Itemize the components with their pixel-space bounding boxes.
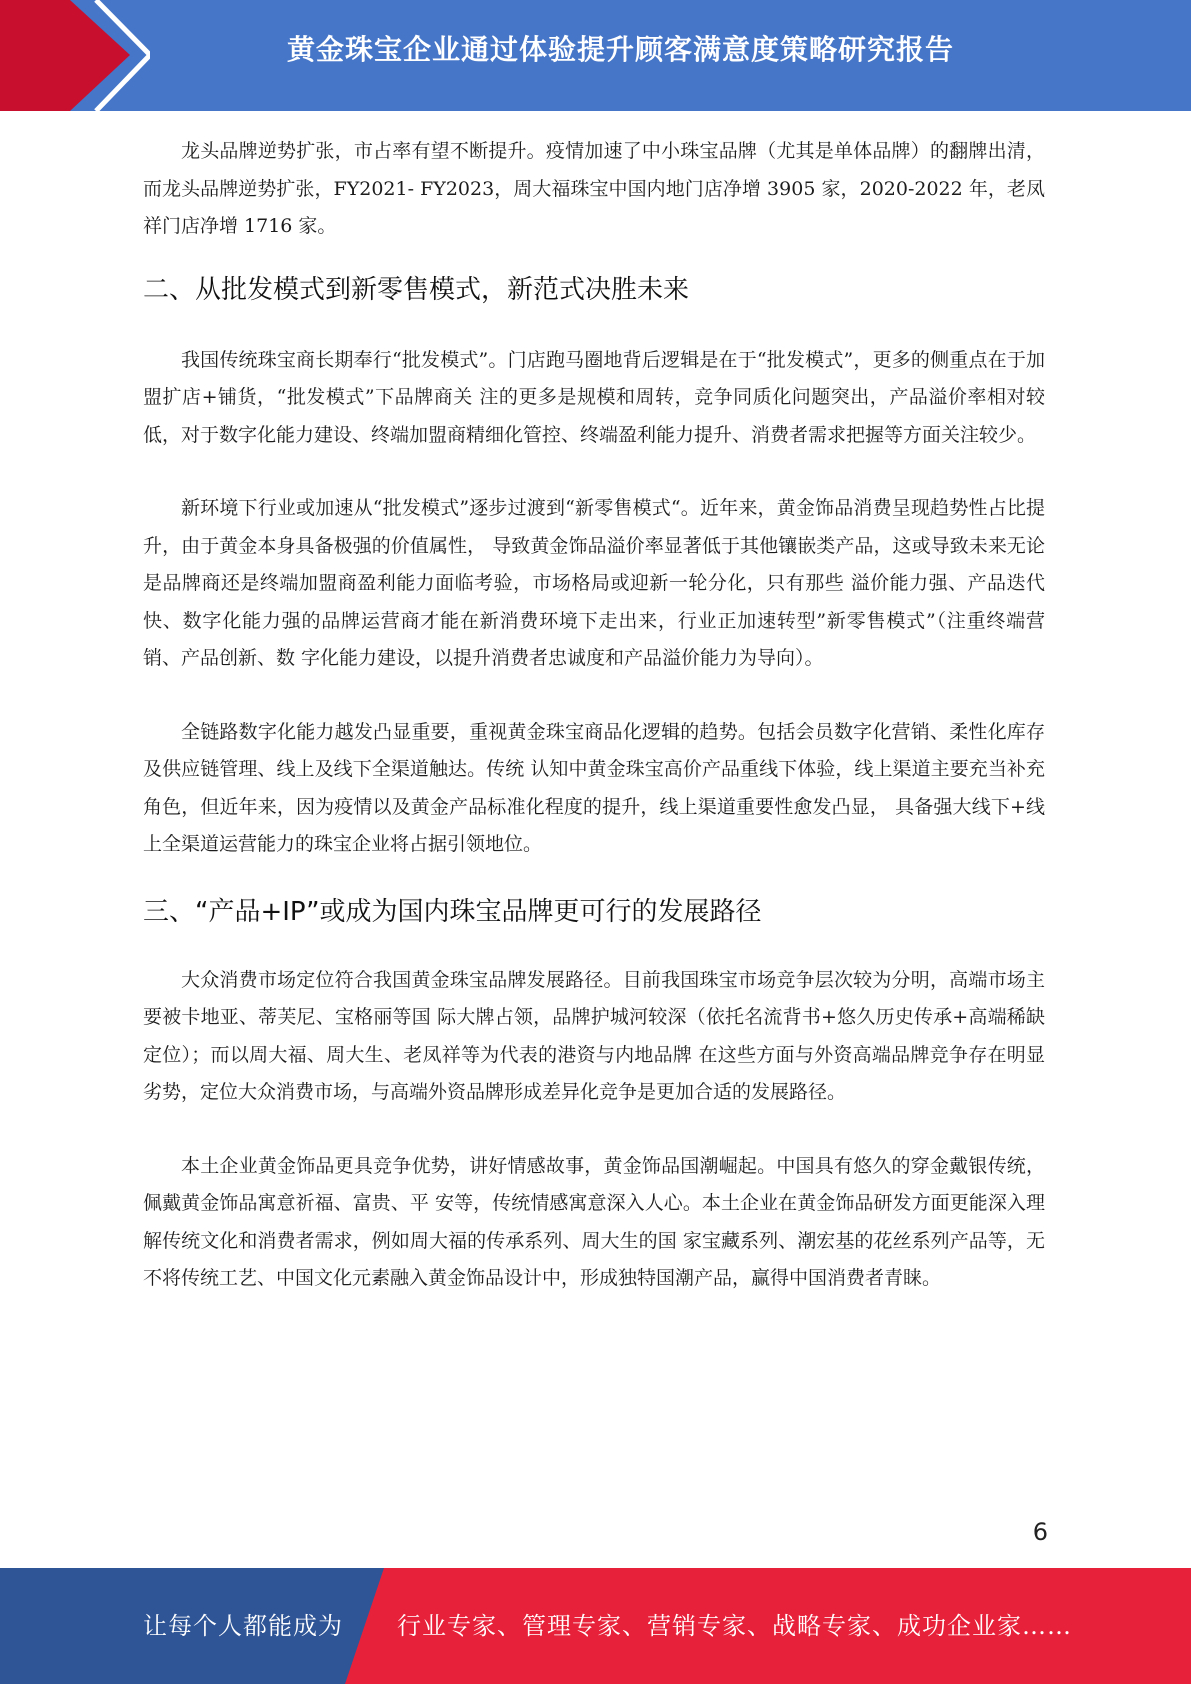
section-heading-2: 二、从批发模式到新零售模式，新范式决胜未来 — [143, 274, 690, 305]
paragraph-leading-brands: 龙头品牌逆势扩张，市占率有望不断提升。疫情加速了中小珠宝品牌（尤其是单体品牌）的翻牌出清，而龙头品牌逆势扩张，FY2021- FY2023，周大福珠宝中国内地门店净增 3905 家，2020-2022 年，老凤祥门店净增 1716 家。 — [143, 140, 1045, 237]
footer-slogan-left: 让每个人都能成为 — [143, 1612, 343, 1640]
footer-slogan-right: 行业专家、管理专家、营销专家、战略专家、成功企业家…… — [397, 1612, 1072, 1640]
header-arrow-decoration — [0, 0, 150, 111]
paragraph-wholesale-model: 我国传统珠宝商长期奉行“批发模式”。门店跑马圈地背后逻辑是在于“批发模式”，更多的侧重点在于加盟扩店+铺货，“批发模式”下品牌商关 注的更多是规模和周转，竞争同质化问题突出，产品溢价率相对较低，对于数字化能力建设、终端加盟商精细化管控、终端盈利能力提升、消费者需求把握等方面关注较少。 — [143, 348, 1045, 446]
paragraph-digitalization: 全链路数字化能力越发凸显重要，重视黄金珠宝商品化逻辑的趋势。包括会员数字化营销、柔性化库存及供应链管理、线上及线下全渠道触达。传统 认知中黄金珠宝高价产品重线下体验，线上渠道主要充当补充角色，但近年来，因为疫情以及黄金产品标准化程度的提升，线上渠道重要性愈发凸显， 具备强大线下+线上全渠道运营能力的珠宝企业将占据引领地位。 — [143, 720, 1045, 855]
report-title: 黄金珠宝企业通过体验提升顾客满意度策略研究报告 — [286, 33, 954, 66]
page-number: 6 — [1032, 1518, 1048, 1546]
paragraph-mass-market: 大众消费市场定位符合我国黄金珠宝品牌发展路径。目前我国珠宝市场竞争层次较为分明，高端市场主要被卡地亚、蒂芙尼、宝格丽等国 际大牌占领，品牌护城河较深（依托名流背书+悠久历史传承+高端稀缺定位）；而以周大福、周大生、老凤祥等为代表的港资与内地品牌 在这些方面与外资高端品牌竞争存在明显劣势，定位大众消费市场，与高端外资品牌形成差异化竞争是更加合适的发展路径。 — [143, 968, 1045, 1103]
page-header — [0, 0, 1191, 111]
page-footer — [0, 1568, 1191, 1684]
paragraph-local-gold: 本土企业黄金饰品更具竞争优势，讲好情感故事，黄金饰品国潮崛起。中国具有悠久的穿金戴银传统，佩戴黄金饰品寓意祈福、富贵、平 安等，传统情感寓意深入人心。本土企业在黄金饰品研发方面更能深入理解传统文化和消费者需求，例如周大福的传承系列、周大生的国 家宝藏系列、潮宏基的花丝系列产品等，无不将传统工艺、中国文化元素融入黄金饰品设计中，形成独特国潮产品，赢得中国消费者青睐。 — [143, 1154, 1045, 1289]
main-content — [143, 133, 1045, 1298]
paragraph-new-retail: 新环境下行业或加速从“批发模式”逐步过渡到“新零售模式“。近年来，黄金饰品消费呈现趋势性占比提升，由于黄金本身具备极强的价值属性， 导致黄金饰品溢价率显著低于其他镶嵌类产品，这或导致未来无论是品牌商还是终端加盟商盈利能力面临考验，市场格局或迎新一轮分化，只有那些 溢价能力强、产品迭代快、数字化能力强的品牌运营商才能在新消费环境下走出来，行业正加速转型”新零售模式”（注重终端营销、产品创新、数 字化能力建设，以提升消费者忠诚度和产品溢价能力为导向）。 — [143, 497, 1045, 669]
section-heading-3: 三、“产品+IP”或成为国内珠宝品牌更可行的发展路径 — [143, 896, 762, 927]
